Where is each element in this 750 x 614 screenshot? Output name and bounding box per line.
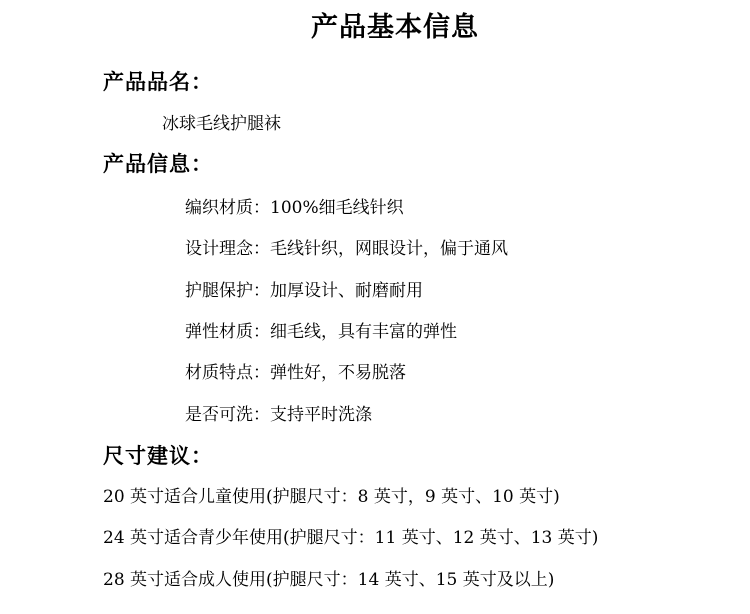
- info-item-weave-material: 编织材质：100%细毛线针织: [185, 198, 404, 218]
- size-item-24-inch: 24 英寸适合青少年使用(护腿尺寸：11 英寸、12 英寸、13 英寸): [103, 528, 599, 548]
- product-name-value: 冰球毛线护腿袜: [162, 114, 281, 134]
- info-item-leg-protection: 护腿保护：加厚设计、耐磨耐用: [185, 281, 423, 301]
- size-item-20-inch: 20 英寸适合儿童使用(护腿尺寸：8 英寸，9 英寸、10 英寸): [103, 487, 560, 507]
- info-item-material-feature: 材质特点：弹性好，不易脱落: [185, 363, 406, 383]
- section-heading-product-info: 产品信息：: [103, 152, 213, 176]
- size-item-28-inch: 28 英寸适合成人使用(护腿尺寸：14 英寸、15 英寸及以上): [103, 570, 555, 590]
- section-heading-size-advice: 尺寸建议：: [103, 444, 213, 468]
- info-item-washable: 是否可洗：支持平时洗涤: [185, 405, 372, 425]
- page-title: 产品基本信息: [311, 12, 479, 43]
- section-heading-product-name: 产品品名：: [103, 70, 213, 94]
- info-item-elastic-material: 弹性材质：细毛线，具有丰富的弹性: [185, 322, 457, 342]
- info-item-design-concept: 设计理念：毛线针织，网眼设计，偏于通风: [185, 239, 508, 259]
